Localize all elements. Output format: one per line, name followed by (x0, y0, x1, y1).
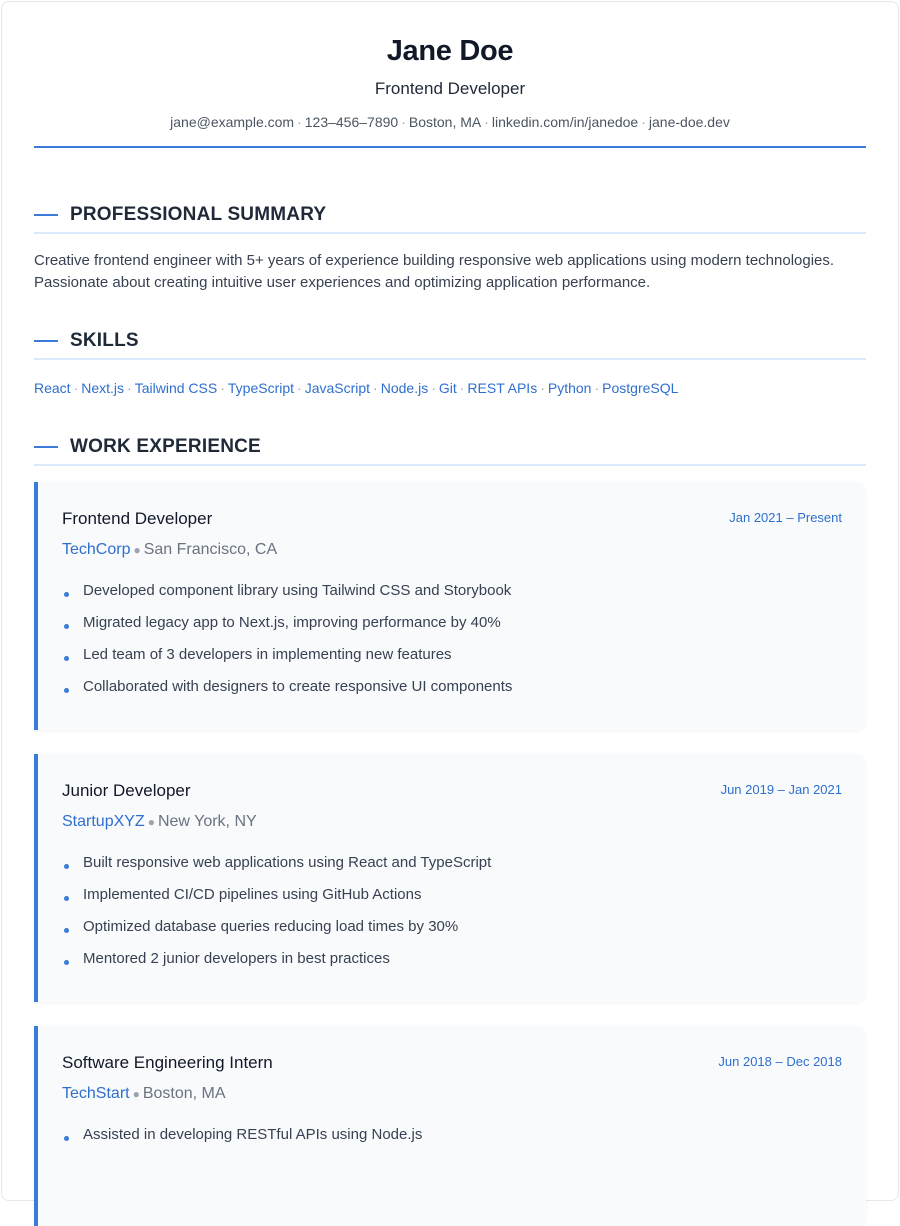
job-company-line (62, 539, 842, 561)
bullet-dot-icon (64, 864, 69, 869)
job-bullets (62, 1125, 842, 1145)
heading-accent-line (34, 340, 58, 342)
list-item (62, 949, 842, 969)
job-location: Boston, MA (142, 1085, 226, 1102)
section-heading (34, 324, 866, 360)
bullet-text: Mentored 2 junior developers in best practices (83, 950, 390, 967)
work-experience-section (34, 430, 866, 1226)
contact-email[interactable]: jane@example.com (170, 114, 295, 130)
separator: · (641, 114, 646, 130)
bullet-text: Assisted in developing RESTful APIs using Node.js (83, 1126, 423, 1143)
company-name: TechCorp (62, 541, 131, 558)
bullet-text: Migrated legacy app to Next.js, improving performance by 40% (83, 614, 501, 631)
bullet-text: Led team of 3 developers in implementing new features (83, 646, 452, 663)
list-item (62, 917, 842, 937)
section-title: PROFESSIONAL SUMMARY (70, 204, 327, 225)
bullet-dot-icon (64, 656, 69, 661)
bullet-dot-icon (64, 928, 69, 933)
separator: · (459, 380, 465, 396)
list-item (62, 885, 842, 905)
summary-text: Creative frontend engineer with 5+ years of experience building responsive web applications using modern technologies. Passionate about creating intuitive user experiences and optimizing application performance. (34, 252, 835, 291)
list-item (62, 1125, 842, 1145)
job-location: New York, NY (157, 813, 257, 830)
bullet-dot-icon (64, 1136, 69, 1141)
separator: · (401, 114, 406, 130)
contact-phone[interactable]: 123–456–7890 (304, 114, 399, 130)
separator: · (73, 380, 79, 396)
candidate-name: Jane Doe (386, 35, 514, 67)
job-header (62, 508, 842, 530)
job-title: Junior Developer (62, 781, 191, 800)
separator: · (127, 380, 132, 396)
job-title: Frontend Developer (62, 509, 213, 528)
job-card (34, 482, 866, 730)
bullet-dot-icon (64, 624, 69, 629)
company-name: TechStart (62, 1085, 130, 1102)
contact-linkedin[interactable]: linkedin.com/in/janedoe (491, 114, 639, 130)
job-header (62, 780, 842, 802)
contact-website[interactable]: jane-doe.dev (648, 114, 730, 130)
separator: · (594, 380, 600, 396)
bullet-text: Built responsive web applications using React and TypeScript (83, 854, 492, 871)
skill-item: TypeScript (227, 380, 295, 396)
job-dates: Jun 2018 – Dec 2018 (718, 1054, 842, 1069)
skill-item: REST APIs (467, 380, 538, 396)
section-heading (34, 430, 866, 466)
separator: · (373, 380, 378, 396)
separator: · (484, 114, 489, 130)
separator-dot: ● (147, 815, 155, 829)
resume-page (1, 1, 899, 1201)
skill-item: React (34, 380, 71, 396)
separator: · (297, 380, 302, 396)
separator: · (297, 114, 302, 130)
section-heading (34, 198, 866, 234)
job-location: San Francisco, CA (143, 541, 278, 558)
skill-item: Tailwind CSS (134, 380, 218, 396)
heading-accent-line (34, 214, 58, 216)
section-title: WORK EXPERIENCE (70, 436, 261, 457)
list-item (62, 677, 842, 697)
list-item (62, 613, 842, 633)
separator-dot: ● (132, 1087, 140, 1101)
job-bullets (62, 581, 842, 697)
list-item (62, 645, 842, 665)
bullet-text: Collaborated with designers to create responsive UI components (83, 678, 513, 695)
skill-item: Node.js (380, 380, 429, 396)
skill-item: Git (438, 380, 457, 396)
skill-item: Python (547, 380, 592, 396)
job-list (34, 482, 866, 1226)
bullet-dot-icon (64, 688, 69, 693)
list-item (62, 581, 842, 601)
bullet-dot-icon (64, 960, 69, 965)
section-title: SKILLS (70, 330, 139, 351)
contact-location: Boston, MA (408, 114, 482, 130)
job-dates: Jun 2019 – Jan 2021 (720, 782, 842, 797)
bullet-text: Optimized database queries reducing load times by 30% (83, 918, 459, 935)
skill-item: Next.js (81, 380, 125, 396)
job-dates: Jan 2021 – Present (729, 510, 842, 525)
resume-header (34, 2, 866, 148)
separator-dot: ● (133, 543, 141, 557)
skill-item: PostgreSQL (602, 380, 679, 396)
company-name: StartupXYZ (62, 813, 145, 830)
job-title: Software Engineering Intern (62, 1053, 273, 1072)
separator: · (431, 380, 436, 396)
bullet-dot-icon (64, 896, 69, 901)
bullet-dot-icon (64, 592, 69, 597)
job-card (34, 1026, 866, 1226)
skill-item: JavaScript (304, 380, 371, 396)
summary-section (34, 198, 866, 294)
skills-section (34, 324, 866, 398)
separator: · (220, 380, 225, 396)
separator: · (540, 380, 545, 396)
heading-accent-line (34, 446, 58, 448)
bullet-text: Developed component library using Tailwind CSS and Storybook (83, 582, 512, 599)
job-header (62, 1052, 842, 1074)
bullet-text: Implemented CI/CD pipelines using GitHub Actions (83, 886, 422, 903)
job-bullets (62, 853, 842, 969)
list-item (62, 853, 842, 873)
job-card (34, 754, 866, 1002)
skills-list (34, 378, 866, 398)
candidate-role: Frontend Developer (374, 79, 526, 98)
job-company-line (62, 1083, 842, 1105)
contact-line (34, 112, 866, 132)
job-company-line (62, 811, 842, 833)
